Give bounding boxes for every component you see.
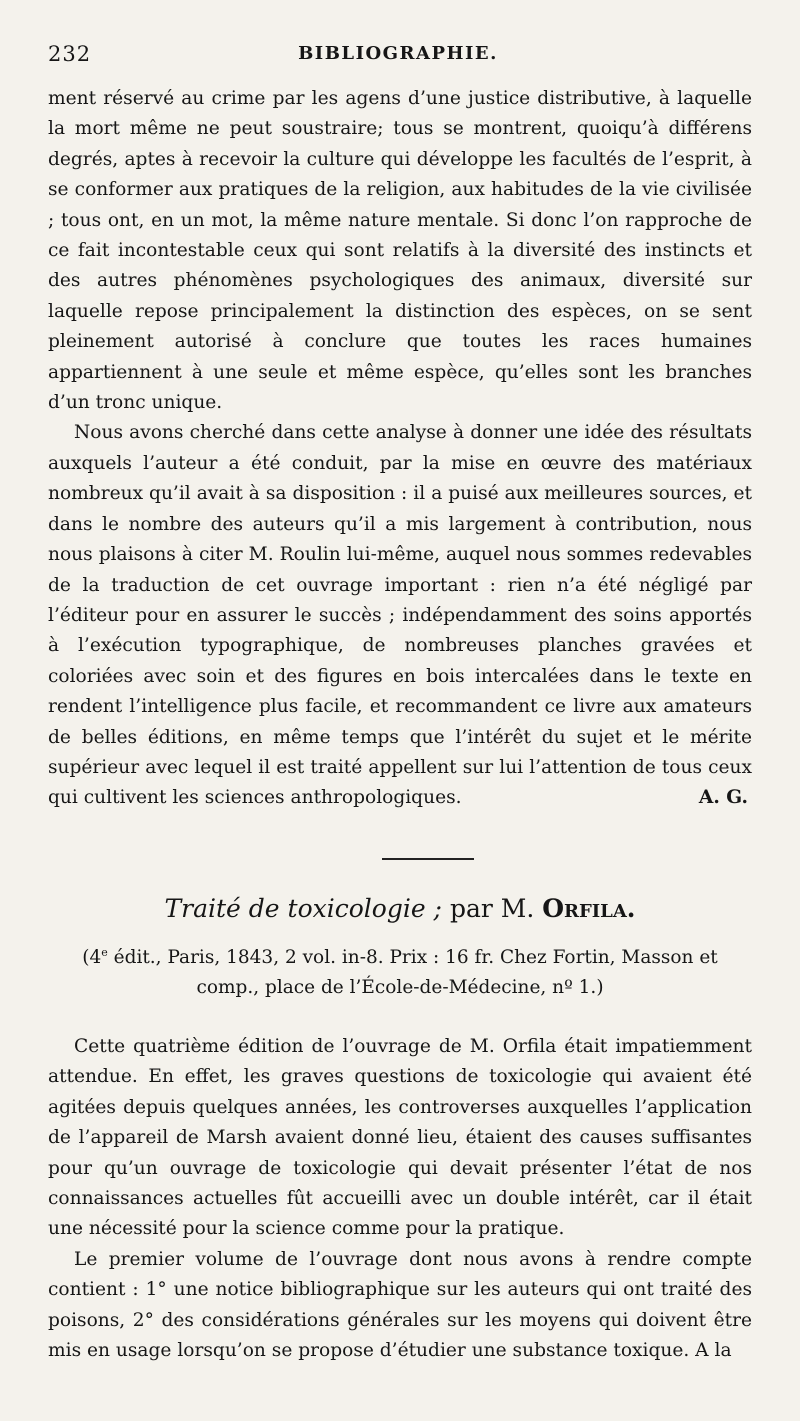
paragraph-text: Nous avons cherché dans cette analyse à donner une idée des résultats auxquels l’auteur a été conduit, par la mise en œuvre des matériaux nombreux qu’il avait à sa disposition : il a puisé aux meilleures sources, et dans le nombre des auteurs qu’il a mis largement à contribution, nous nous plaisons à citer M. Roulin lui-même, auquel nous sommes redevables de la traduction de cet ouvrage important : rien n’a été négligé par l’éditeur pour en assurer le succès ; indépendamment des soins apportés à l’exécution typographique, de nombreuses planches gravées et coloriées avec soin et des figures en bois intercalées dans le texte en rendent l’intelligence plus facile, et recommandent ce livre aux amateurs de belles éditions, en même temps que l’intérêt du sujet et le mérite supérieur avec lequel il est traité appellent sur lui l’attention de tous ceux qui cultivent les sciences anthropologiques. bbox=[48, 422, 752, 809]
pub-info-start: (4 bbox=[82, 947, 102, 969]
article-1-body bbox=[48, 84, 752, 814]
running-title: BIBLIOGRAPHIE. bbox=[298, 43, 498, 64]
pub-info-superscript: e bbox=[101, 946, 108, 959]
paragraph: ment réservé au crime par les agens d’une justice distributive, à laquelle la mort même ne peut soustraire; tous se montrent, quoiqu’à différens degrés, aptes à recevoir la culture qui développe les facultés de l’esprit, à se conformer aux pratiques de la religion, aux habitudes de la vie civilisée ; tous ont, en un mot, la même nature mentale. Si donc l’on rapproche de ce fait incontestable ceux qui sont relatifs à la diversité des instincts et des autres phénomènes psychologiques des animaux, diversité sur laquelle repose principalement la distinction des espèces, on se sent pleinement autorisé à conclure que toutes les races humaines appartiennent à une seule et même espèce, qu’elles sont les branches d’un tronc unique. bbox=[48, 88, 752, 414]
author-signature: A. G. bbox=[698, 787, 748, 809]
title-by: par M. bbox=[449, 894, 535, 923]
page-number: 232 bbox=[48, 42, 92, 66]
page-header bbox=[48, 42, 748, 76]
article-2-heading bbox=[48, 832, 752, 1003]
article-2-body bbox=[48, 1032, 752, 1366]
publication-details bbox=[48, 938, 752, 1003]
review-title bbox=[48, 894, 752, 924]
paragraph: Le premier volume de l’ouvrage dont nous avons à rendre compte contient : 1° une notice bibliographique sur les auteurs qui ont traité des poisons, 2° des considérations générales sur les moyens qui doivent être mis en usage lorsqu’on se propose d’étudier une substance toxique. A la bbox=[48, 1248, 752, 1362]
paragraph: Cette quatrième édition de l’ouvrage de M. Orfila était impatiemment attendue. En effet, les graves questions de toxicologie qui avaient été agitées depuis quelques années, les controverses auxquelles l’application de l’appareil de Marsh avaient donné lieu, étaient des causes suffisantes pour qu’un ouvrage de toxicologie qui devait présenter l’état de nos connaissances actuelles fût accueilli avec un double intérêt, car il était une nécessité pour la science comme pour la pratique. bbox=[48, 1036, 752, 1240]
work-title: Traité de toxicologie ; bbox=[164, 894, 442, 923]
pub-info-rest: édit., Paris, 1843, 2 vol. in-8. Prix : 16 fr. Chez Fortin, Masson et comp., place de l’École-de-Médecine, nº 1.) bbox=[107, 947, 718, 999]
paragraph bbox=[48, 418, 752, 813]
author-name: Orfila. bbox=[542, 894, 636, 923]
